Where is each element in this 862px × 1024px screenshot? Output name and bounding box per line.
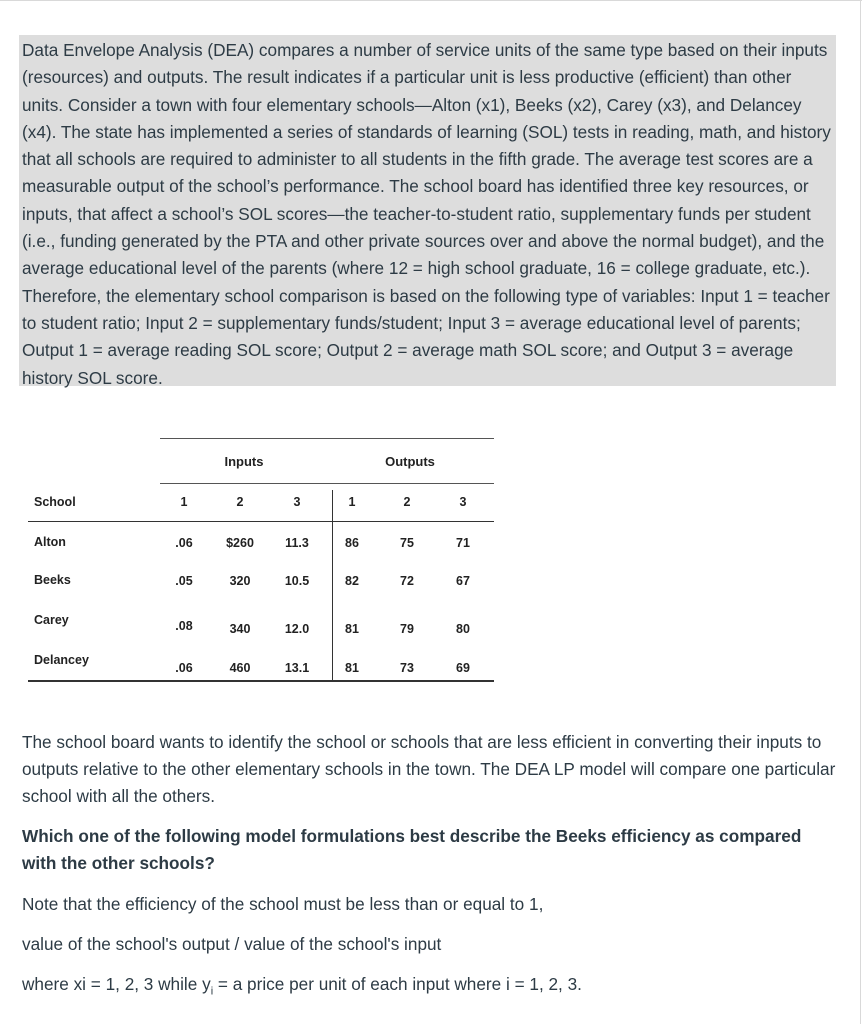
output-1-header: 1 [348,495,356,509]
outputs-header-rule [332,483,494,484]
table-cell: .06 [175,661,193,675]
table-cell: 69 [456,661,470,675]
table-cell: .08 [175,619,193,633]
table-cell: 320 [229,574,251,588]
note-efficiency: Note that the efficiency of the school must be less than or equal to 1, [22,894,544,914]
intro-paragraph: Data Envelope Analysis (DEA) compares a number of service units of the same type based on their inputs (resources) and outputs. The result indicates if a particular unit is less productive (efficient) than other units. Consider a town with four elementary schools—Alton (x1), Beeks (x2), Carey (x3), and Delancey (x4). The state has implemented a series of standards of learning (SOL) tests in reading, math, and history that all schools are required to administer to all students in the fifth grade. The average test scores are a measurable output of the school’s performance. The school board has identified three key resources, or inputs, that affect a school’s SOL scores—the teacher-to-student ratio, supplementary funds per student (i.e., funding generated by the PTA and other private sources over and above the normal budget), and the average educational level of the parents (where 12 = high school graduate, 16 = college graduate, etc.). Therefore, the elementary school comparison is based on the following type of variables: Input 1 = teacher to student ratio; Input 2 = supplementary funds/student; Input 3 = average educational level of parents; Output 1 = average reading SOL score; Output 2 = average math SOL score; and Output 3 = average history SOL score. [19,35,836,386]
table-cell: 81 [345,661,359,675]
question-text: Which one of the following model formulations best describe the Beeks efficiency as compared with the other schools? [22,826,802,873]
note-variables-part2: = a price per unit of each input where i = 1, 2, 3. [213,974,582,994]
board-paragraph: The school board wants to identify the school or schools that are less efficient in converting their inputs to outputs relative to the other elementary schools in the town. The DEA LP model will compare one particular school with all the others. [22,732,836,806]
table-cell: 71 [456,536,470,550]
outputs-header: Outputs [385,454,435,469]
output-2-header: 2 [403,495,411,509]
school-name: Alton [34,535,66,549]
table-cell: .06 [175,536,193,550]
note-variables [22,971,837,1005]
table-cell: 12.0 [284,622,310,636]
table-bottom-rule [28,680,494,682]
inputs-header: Inputs [224,454,264,469]
table-cell: 86 [345,536,359,550]
inputs-outputs-divider [332,490,333,680]
school-name: Delancey [34,653,89,667]
table-cell: 81 [345,622,359,636]
table-cell: $260 [226,536,254,550]
input-1-header: 1 [180,495,188,509]
inputs-header-rule [160,483,332,484]
table-cell: 73 [400,661,414,675]
table-top-rule [160,438,494,439]
note-variables-subscript: i [210,985,214,998]
note-variables-part1: where xi = 1, 2, 3 while y [22,974,211,994]
table-cell: 340 [229,622,251,636]
table-cell: 460 [229,661,251,675]
table-cell: 80 [456,622,470,636]
table-cell: 82 [345,574,359,588]
table-cell: 11.3 [285,536,309,550]
school-name: Carey [34,613,69,627]
school-name: Beeks [34,573,71,587]
table-cell: 79 [400,622,414,636]
input-3-header: 3 [293,495,301,509]
table-cell: 10.5 [284,574,310,588]
table-cell: 67 [456,574,470,588]
table-cell: .05 [175,574,193,588]
school-column-header: School [34,495,76,509]
table-cell: 72 [400,574,414,588]
input-2-header: 2 [236,495,244,509]
table-cell: 75 [400,536,414,550]
note-ratio: value of the school's output / value of the school's input [22,934,442,954]
column-header-rule [28,521,494,522]
output-3-header: 3 [459,495,467,509]
table-cell: 13.1 [284,661,310,675]
